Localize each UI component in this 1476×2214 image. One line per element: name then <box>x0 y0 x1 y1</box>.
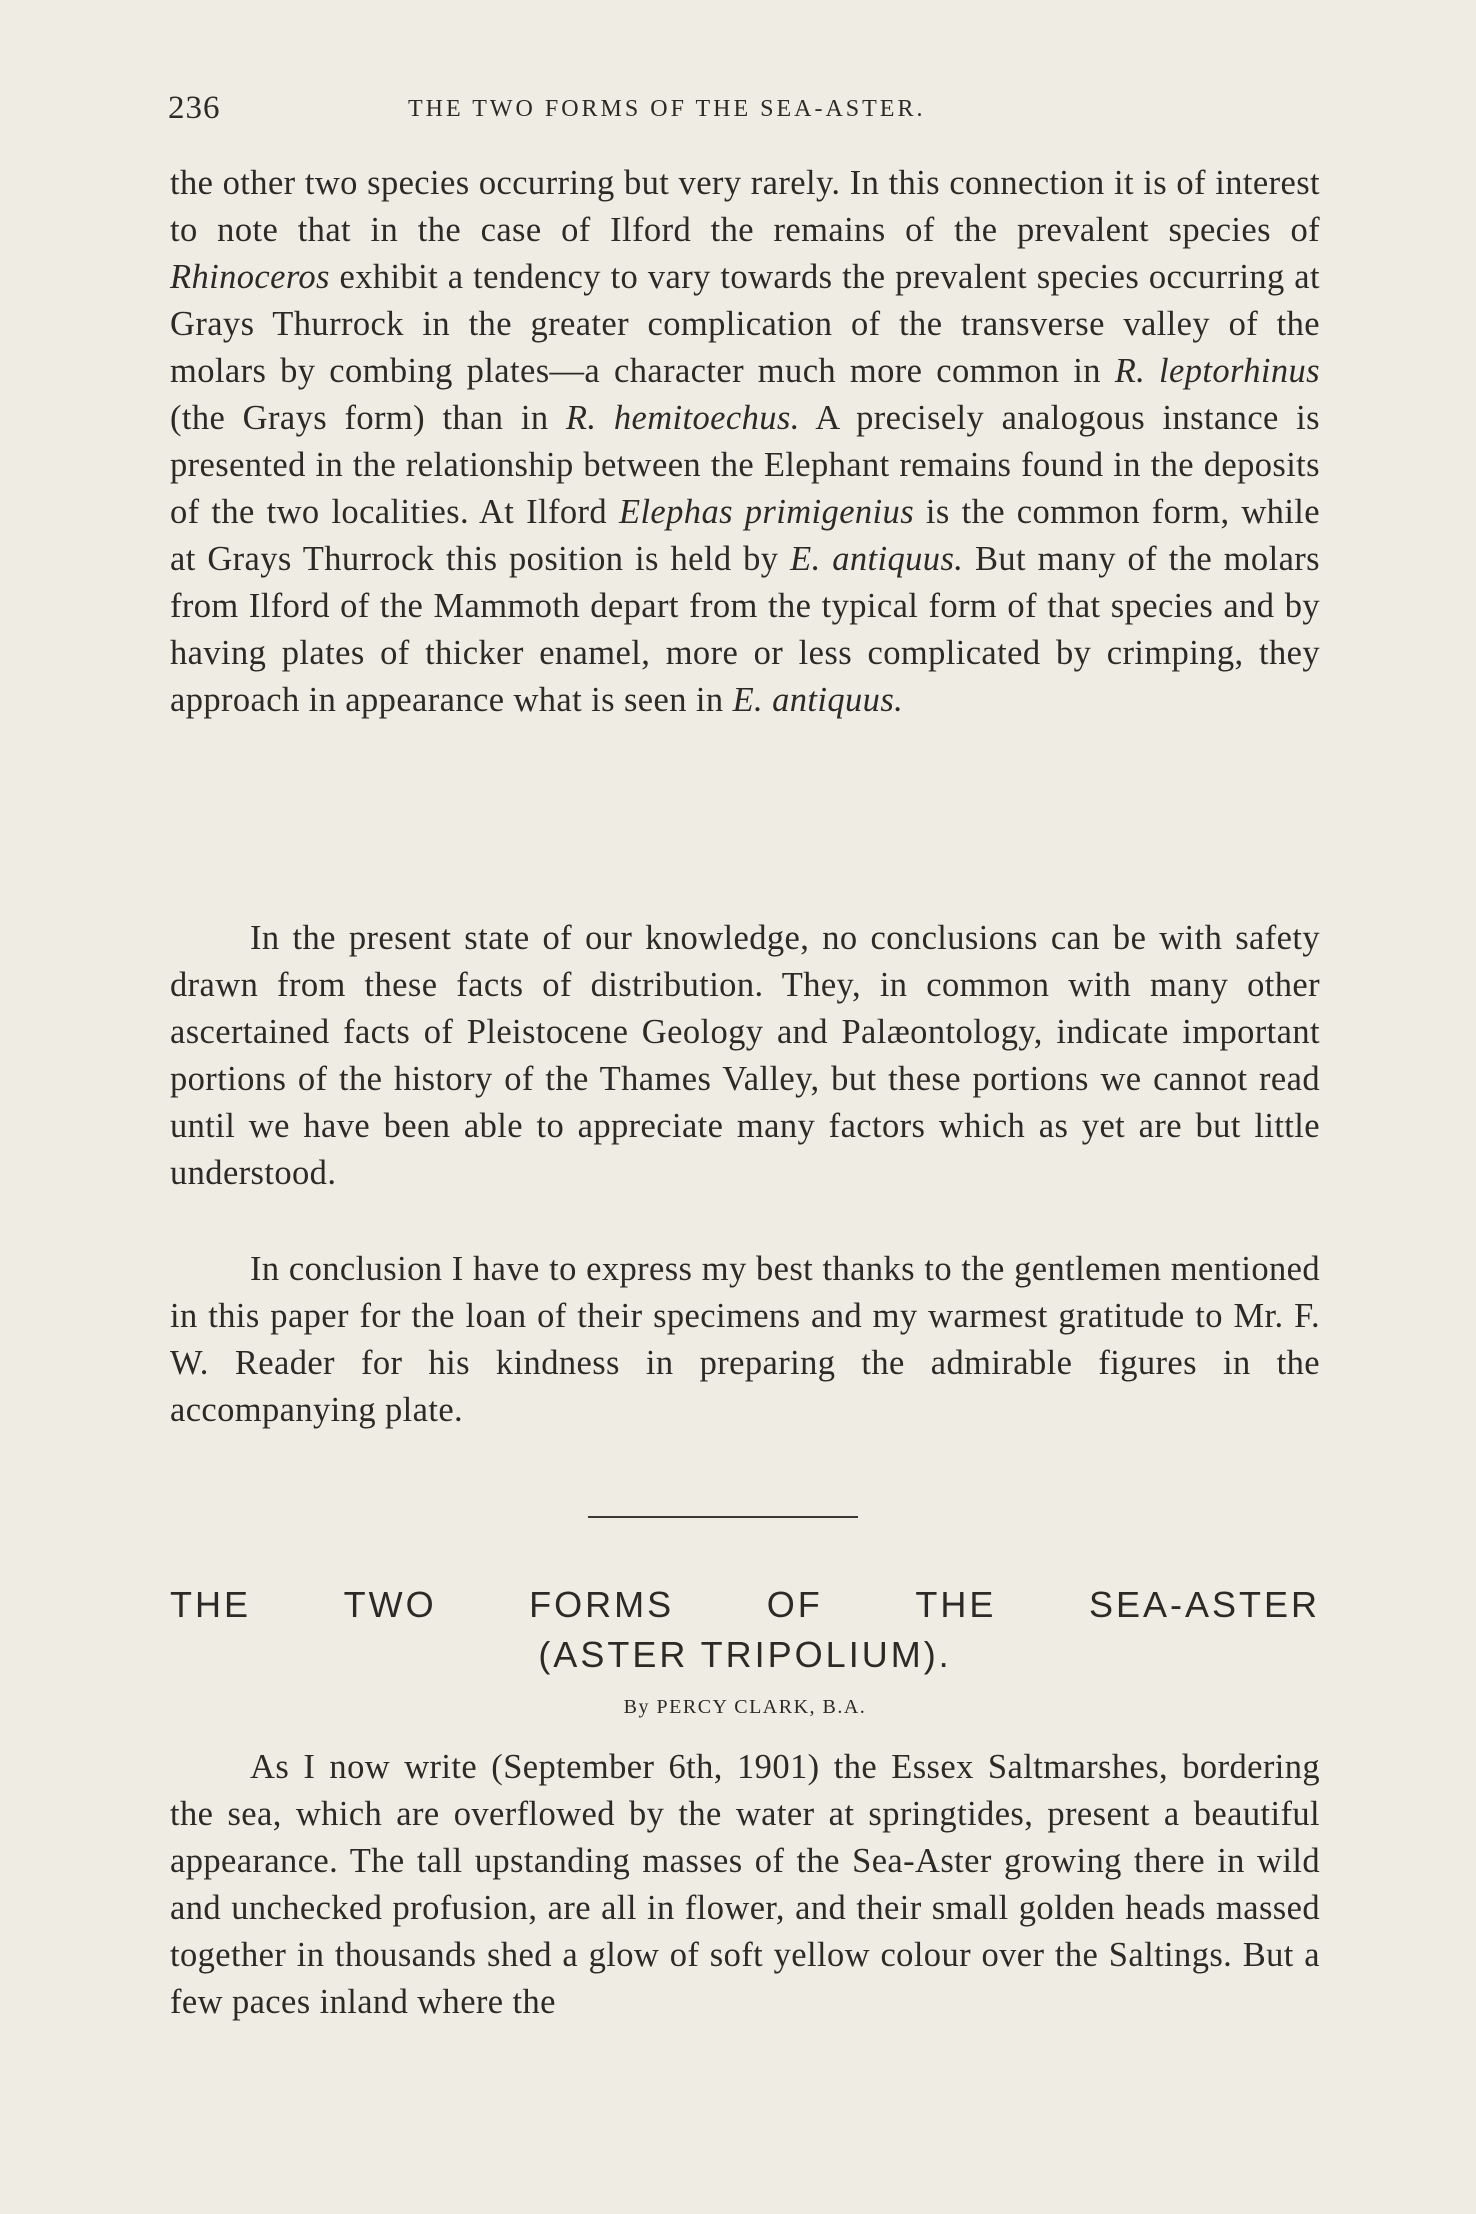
article-subtitle: (ASTER TRIPOLIUM). <box>538 1634 952 1675</box>
text-run: But many of the molars from Ilford of the Mammoth depart from the typical form of that species and by having plates of thicker enamel, more or less complicated by crimping, they approach in appearance what is seen in <box>170 540 1320 719</box>
running-title: THE TWO FORMS OF THE SEA-ASTER. <box>408 96 926 122</box>
continuation-paragraph-2 <box>170 915 1320 1197</box>
section-divider <box>588 1516 858 1518</box>
text-run: is the common form, while at Grays Thurrock this position is held by <box>170 493 1320 578</box>
italic-species-name: R. leptorhinus <box>1114 352 1320 390</box>
italic-species-name: E. antiquus. <box>732 681 904 719</box>
title-word: THE <box>915 1584 997 1625</box>
text-run: (the Grays form) than in <box>170 399 566 437</box>
text-run: exhibit a tendency to vary towards the prevalent species occurring at Grays Thurrock in the greater complication of the transverse valley of the molars by combing plates—a character much more common in <box>170 258 1320 390</box>
running-head <box>168 90 1326 130</box>
paragraph-text: In the present state of our knowledge, no conclusions can be with safety drawn from these facts of distribution. They, in common with many other ascertained facts of Pleistocene Geology and Palæontology, indicate important portions of the history of the Thames Valley, but these portions we cannot read until we have been able to appreciate many factors which as yet are but little understood. <box>170 919 1320 1192</box>
page-number: 236 <box>168 90 221 126</box>
article-title <box>170 1580 1320 1680</box>
paragraph-text <box>170 160 1320 724</box>
article-paragraph-1 <box>170 1744 1320 2026</box>
text-run: the other two species occurring but very rarely. In this connection it is of interest to note that in the case of Ilford the remains of the prevalent species of <box>170 164 1320 249</box>
paragraph-text: As I now write (September 6th, 1901) the Essex Saltmarshes, bordering the sea, which are overflowed by the water at springtides, present a beautiful appearance. The tall upstanding masses of the Sea-Aster growing there in wild and unchecked profusion, are all in flower, and their small golden heads massed together in thousands shed a glow of soft yellow colour over the Saltings. But a few paces inland where the <box>170 1748 1320 2021</box>
title-word: OF <box>766 1584 823 1625</box>
italic-species-name: E. antiquus. <box>790 540 964 578</box>
title-word: THE <box>170 1584 251 1625</box>
italic-genus-name: Rhinoceros <box>170 258 330 296</box>
title-word: FORMS <box>529 1584 675 1625</box>
title-line <box>170 1580 1320 1630</box>
title-word: SEA-ASTER <box>1088 1584 1320 1625</box>
author-byline: By PERCY CLARK, B.A. <box>623 1696 867 1718</box>
continuation-paragraph-1 <box>170 160 1320 724</box>
continuation-paragraph-3 <box>170 1246 1320 1434</box>
text-run: A precisely analogous instance is presented in the relationship between the Elephant remains found in the deposits of the two localities. At Ilford <box>170 399 1320 531</box>
title-word: TWO <box>343 1584 437 1625</box>
italic-species-name: R. hemitoechus. <box>565 399 800 437</box>
paragraph-text: In conclusion I have to express my best thanks to the gentlemen mentioned in this paper for the loan of their specimens and my warmest gratitude to Mr. F. W. Reader for his kindness in preparing the admirable figures in the accompanying plate. <box>170 1250 1320 1429</box>
italic-species-name: Elephas primigenius <box>618 493 915 531</box>
